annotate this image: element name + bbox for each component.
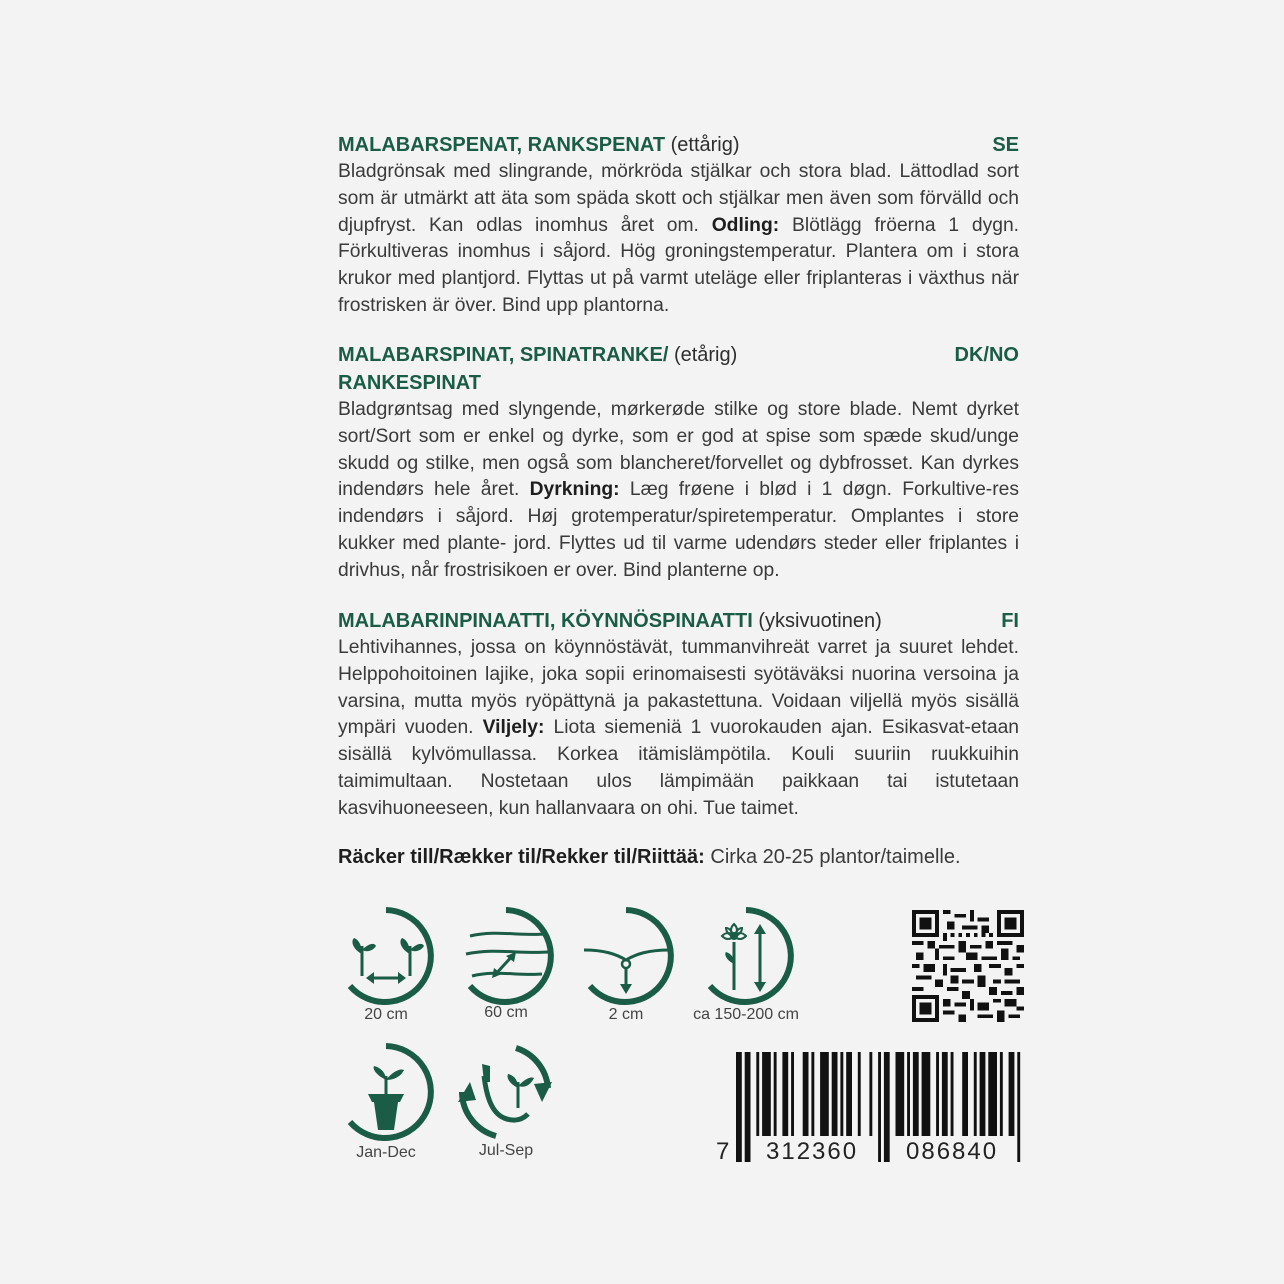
section-text: Bladgrøntsag med slyngende, mørkerøde stilke og store blade. Nemt dyrket sort/Sort som er enkel og dyrke, som er god at spise som spæde skud/unge skudd og stilke, men også som blancheret/forvellet og dybfrosset. Kan dyrkes indendørs hele året. Dyrkning: Læg frøene i blød i 1 døgn. Forkultive-res indendørs i såjord. Høj grotemperatur/spiretemperatur. Omplantes i store kukker med plante- jord. Flyttes ud til varme udendørs steder eller friplantes i drivhus, når frostrisikoen er over. Bind planterne op.: [338, 399, 1020, 581]
row-spacing-icon: [456, 906, 556, 1006]
icon-label: 60 cm: [484, 1004, 528, 1021]
barcode-bar: [913, 1052, 919, 1136]
barcode-bar: [820, 1052, 829, 1136]
plant-spacing-icon: [336, 906, 436, 1006]
barcode-bar: [858, 1052, 861, 1136]
barcode-bar: [907, 1052, 910, 1136]
language-code: DK/NO: [954, 344, 1019, 366]
barcode-bar: [1000, 1052, 1003, 1136]
barcode-bar: [878, 1052, 881, 1162]
barcode-bar: [782, 1052, 788, 1136]
barcode-bar: [974, 1052, 977, 1136]
icon-label: Jul-Sep: [478, 1142, 534, 1159]
barcode-bar: [832, 1052, 838, 1136]
icon-label: 2 cm: [608, 1006, 644, 1023]
section-text: Lehtivihannes, jossa on köynnöstävät, tummanvihreät varret ja suuret lehdet. Helppohoitoinen lajike, joka sopii erinomaisesti syötäväksi nuorina versoina ja varsina, mutta myös ryöpättynä ja pakastettuna. Voidaan viljellä myös sisällä ympäri vuoden. Viljely: Liota siemeniä 1 vuorokauden ajan. Esikasvat-etaan sisällä kylvömullassa. Korkea itämislämpötila. Kouli suuriin ruukkuihin taimimultaan. Nostetaan ulos lämpimään paikkaan tai istutetaan kasvihuoneeseen, kun hallanvaara on ohi. Tue taimet.: [338, 637, 1020, 819]
barcode-first-digit: 7: [716, 1138, 730, 1165]
barcode-bar: [840, 1052, 843, 1136]
section-text: Bladgrönsak med slingrande, mörkröda stjälkar och stora blad. Lättodlad sort som är utmärkt att äta som späda skott och stjälkar men även som förvälld och djupfryst. Kan odlas inomhus året om. Odling: Blötlägg fröerna 1 dygn. Förkultiveras inomhus i såjord. Hög groningstemperatur. Plantera om i stora krukor med plantjord. Flyttas ut på varmt uteläge eller friplanteras i växthus när frostrisken är över. Bind upp plantorna.: [338, 161, 1020, 316]
section-header: [338, 131, 1019, 159]
section-header: [338, 607, 1019, 635]
section-qualifier: (etårig): [673, 344, 738, 366]
section-se: [338, 131, 1019, 320]
section-fi: [338, 607, 1019, 823]
barcode-bar: [884, 1052, 890, 1162]
cultivation-label: Viljely:: [482, 717, 545, 739]
barcode-left-digits: 312360: [766, 1138, 859, 1165]
barcode-bar: [896, 1052, 905, 1136]
language-code: FI: [1001, 610, 1019, 632]
yield-label: Räcker till/Rækker til/Rekker til/Riittää:: [338, 846, 705, 868]
section-title: MALABARINPINAATTI, KÖYNNÖSPINAATTI: [338, 610, 753, 632]
harvest-time-icon: [456, 1042, 556, 1142]
barcode-bar: [922, 1052, 931, 1136]
barcode-right-digits: 086840: [906, 1138, 999, 1165]
barcode-bar: [791, 1052, 794, 1136]
barcode-bar: [846, 1052, 852, 1136]
barcode-bar: [762, 1052, 771, 1136]
section-title: MALABARSPINAT, SPINATRANKE/: [338, 344, 669, 366]
barcode-bar: [962, 1052, 968, 1136]
icon-label: 20 cm: [364, 1006, 408, 1023]
language-code: SE: [992, 134, 1019, 156]
sowing-time-icon: [336, 1042, 436, 1142]
barcode-bar: [869, 1052, 872, 1136]
barcode-bar: [803, 1052, 809, 1136]
barcode-bar: [936, 1052, 939, 1136]
barcode-bar: [756, 1052, 759, 1136]
section-title: MALABARSPENAT, RANKSPENAT: [338, 134, 666, 156]
section-title-line2: RANKESPINAT: [338, 372, 481, 394]
barcode-bar: [951, 1052, 954, 1136]
barcode-bar: [774, 1052, 777, 1136]
cultivation-label: Odling:: [711, 214, 780, 236]
section-header: [338, 341, 1019, 397]
barcode-bar: [1009, 1052, 1015, 1136]
barcode-bar: [811, 1052, 814, 1136]
cultivation-label: Dyrkning:: [529, 479, 620, 501]
icon-label: Jan-Dec: [356, 1144, 416, 1161]
section-qualifier: (yksivuotinen): [758, 610, 882, 632]
plant-height-icon: [696, 906, 796, 1006]
barcode-bar: [736, 1052, 742, 1162]
yield-line: [338, 843, 961, 871]
sowing-depth-icon: [576, 906, 676, 1006]
section-dk-no: [338, 341, 1019, 585]
barcode-bar: [980, 1052, 986, 1136]
barcode-bar: [1017, 1052, 1020, 1162]
barcode-bar: [988, 1052, 997, 1136]
section-qualifier: (ettårig): [670, 134, 740, 156]
barcode-bar: [942, 1052, 948, 1136]
qr-code: [912, 910, 1024, 1022]
yield-value: Cirka 20-25 plantor/taimelle.: [710, 846, 961, 868]
barcode-bar: [745, 1052, 751, 1162]
icon-label: ca 150-200 cm: [693, 1006, 799, 1023]
